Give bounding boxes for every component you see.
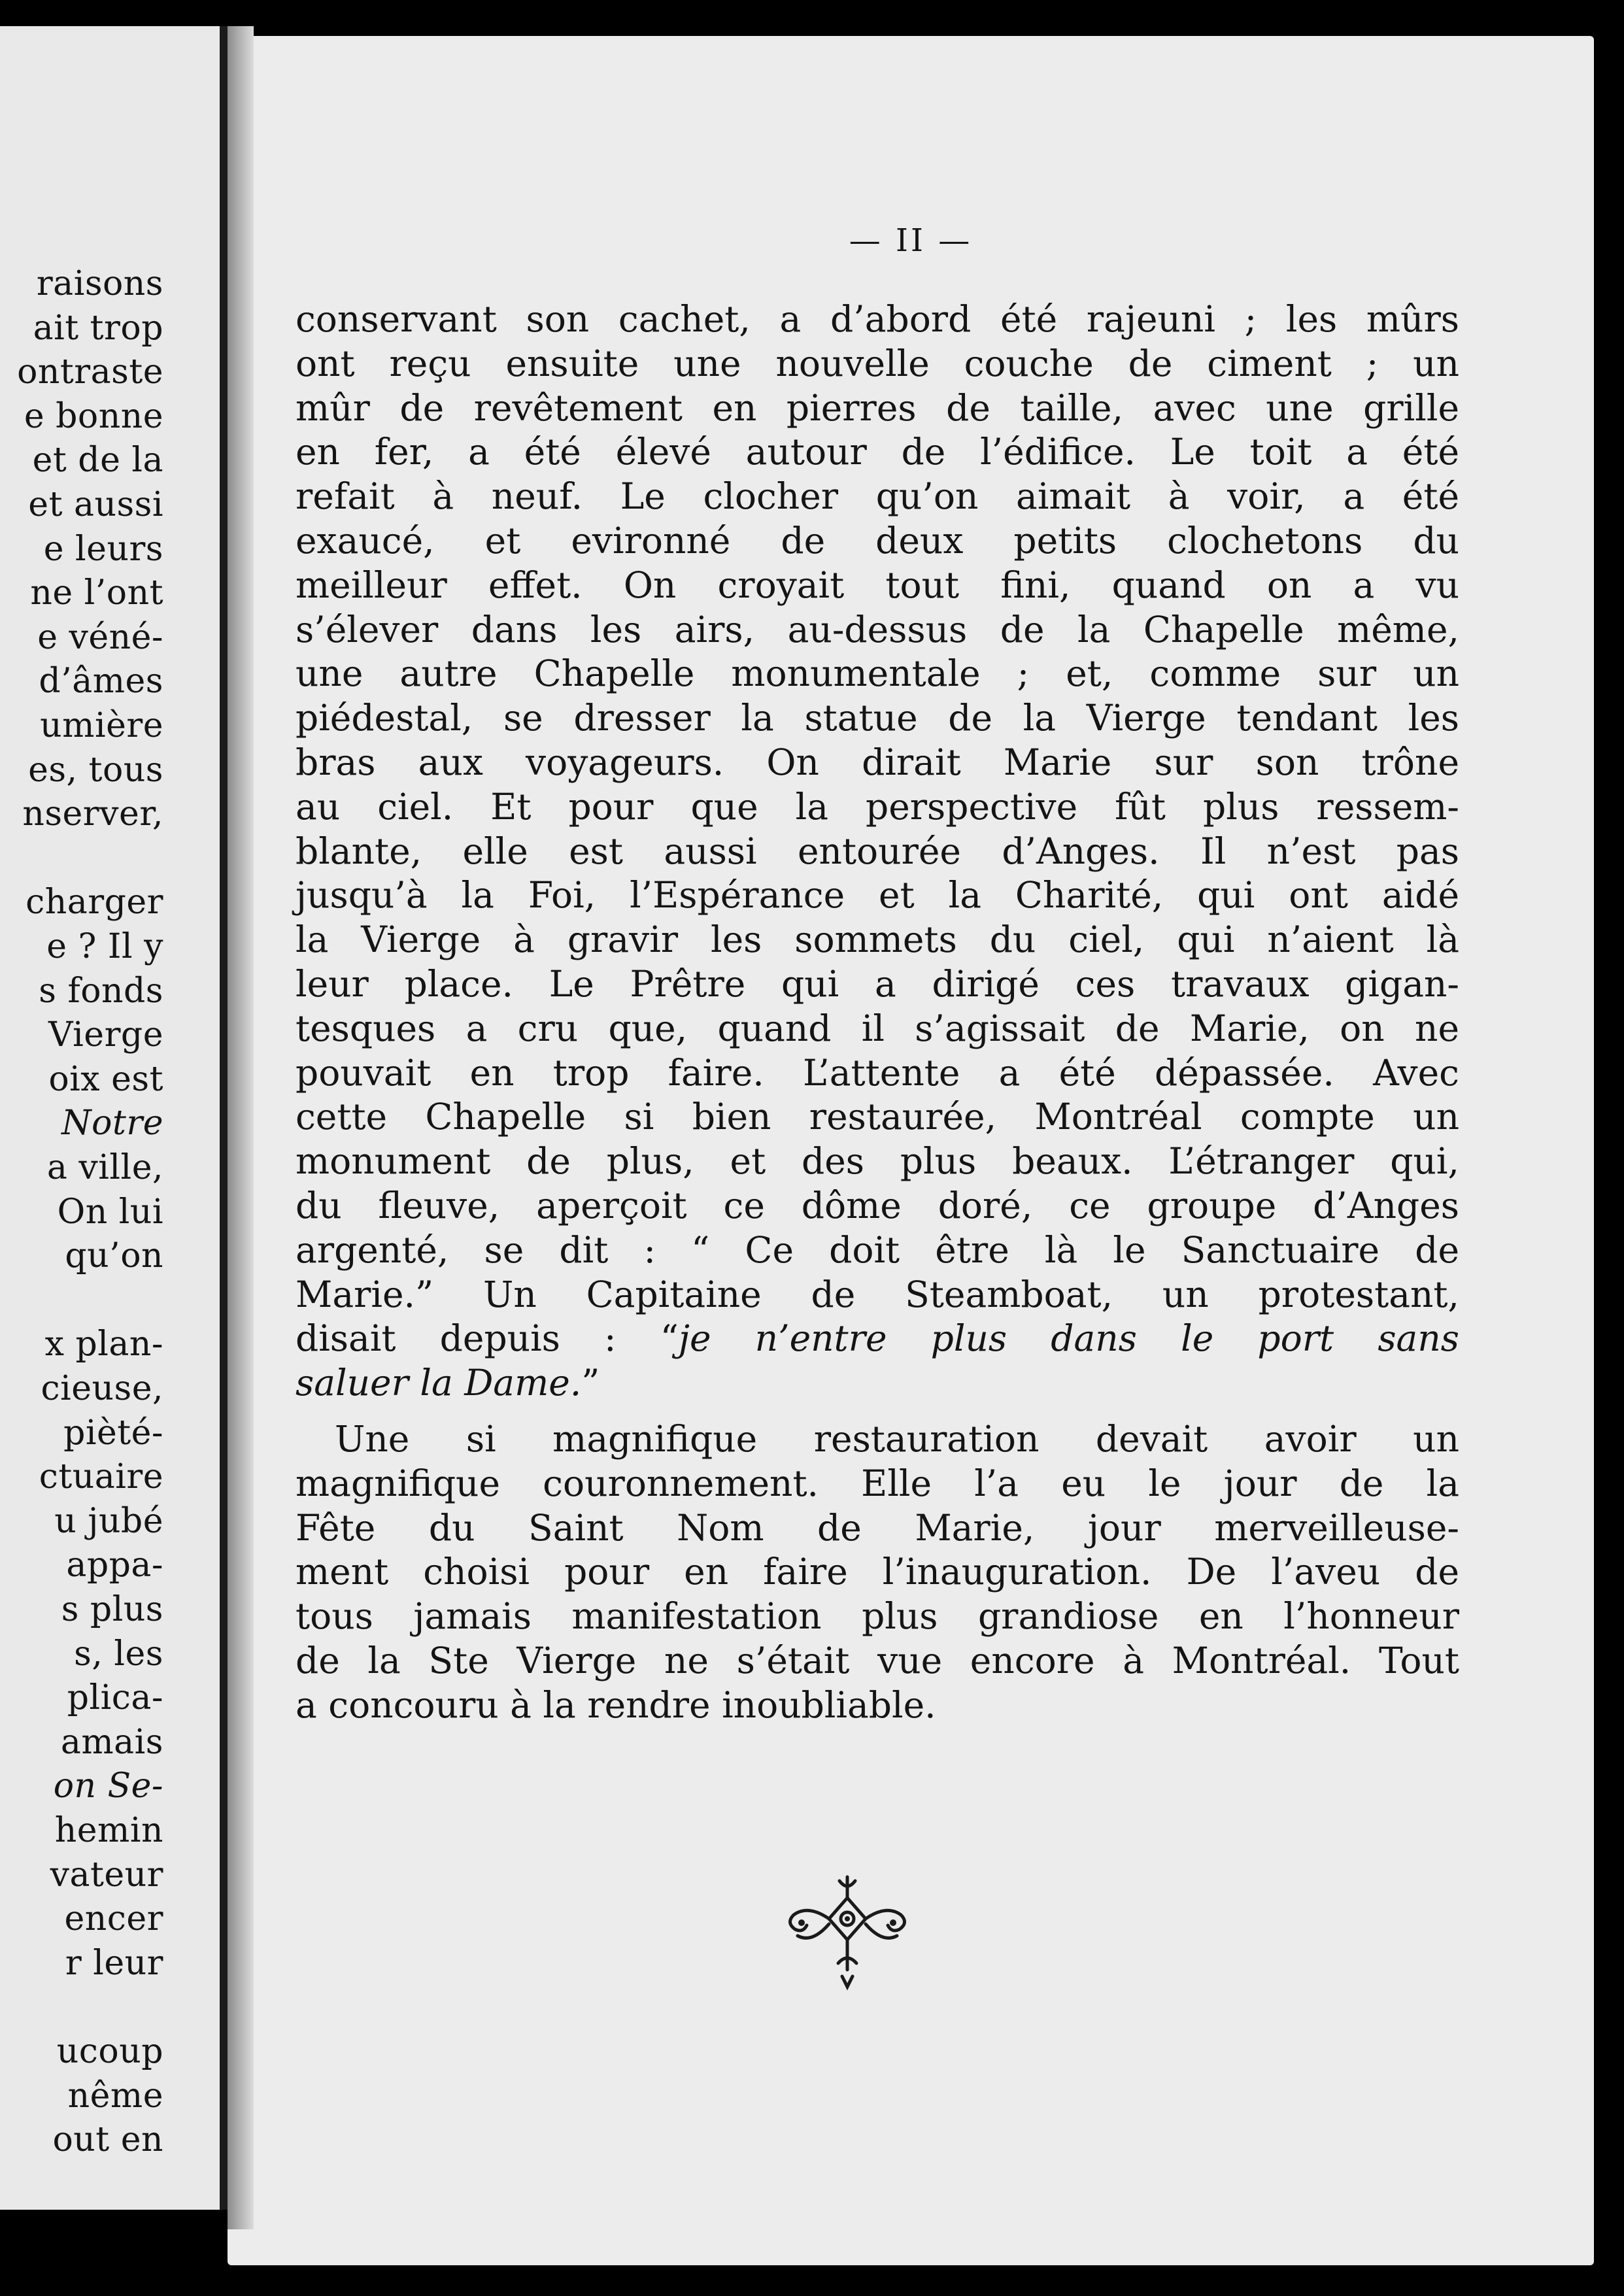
left-adjacent-page xyxy=(0,26,220,2210)
text-line: monument de plus, et des plus beaux. L’étranger qui, xyxy=(296,1140,1459,1183)
left-page-fragment: nserver, xyxy=(22,794,163,834)
left-page-fragment: hemin xyxy=(54,1811,163,1850)
left-page-fragment: x plan- xyxy=(44,1325,163,1364)
quote-italic-1: je n’entre plus dans le port sans xyxy=(678,1317,1459,1360)
quote-italic-2: saluer la Dame. xyxy=(296,1362,582,1404)
text-line: tesques a cru que, quand il s’agissait de Marie, on ne xyxy=(296,1007,1459,1049)
left-page-fragment: cieuse, xyxy=(41,1369,163,1408)
left-page-fragment: s plus xyxy=(61,1590,163,1629)
left-page-fragment: s, les xyxy=(74,1634,163,1674)
text-line: ont reçu ensuite une nouvelle couche de ciment ; un xyxy=(296,342,1459,384)
paragraph-2 xyxy=(296,1417,1459,1728)
text-line: la Vierge à gravir les sommets du ciel, qui n’aient là xyxy=(296,919,1459,961)
text-line: blante, elle est aussi entourée d’Anges. Il n’est pas xyxy=(296,830,1459,872)
text-line: s’élever dans les airs, au-dessus de la Chapelle même, xyxy=(296,608,1459,650)
body-text xyxy=(296,297,1459,1728)
left-page-fragment: u jubé xyxy=(54,1501,163,1541)
left-page-fragment: r leur xyxy=(65,1943,163,1983)
left-page-fragment: s fonds xyxy=(39,971,163,1011)
text-line: refait à neuf. Le clocher qu’on aimait à voir, a été xyxy=(296,475,1459,518)
text-line: exaucé, et evironné de deux petits clochetons du xyxy=(296,519,1459,562)
text-line: Marie.” Un Capitaine de Steamboat, un protestant, xyxy=(296,1273,1459,1315)
left-page-fragment: ctuaire xyxy=(39,1457,163,1497)
left-page-fragment: encer xyxy=(64,1899,163,1939)
quote-line-2 xyxy=(296,1361,1459,1406)
left-page-fragment: a ville, xyxy=(46,1148,163,1187)
left-page-fragment: d’âmes xyxy=(39,662,163,701)
left-page-fragment: e leurs xyxy=(43,529,163,569)
text-line: conservant son cachet, a d’abord été rajeuni ; les mûrs xyxy=(296,298,1459,340)
book-gutter xyxy=(220,26,228,2210)
left-page-fragment: ontraste xyxy=(17,352,163,392)
text-line: une autre Chapelle monumentale ; et, comme sur un xyxy=(296,652,1459,695)
left-page-fragment: nême xyxy=(67,2076,163,2116)
left-page-fragment: ait trop xyxy=(33,308,163,348)
quote-lead: disait depuis : “ xyxy=(296,1317,679,1360)
text-line: Fête du Saint Nom de Marie, jour merveilleuse- xyxy=(296,1506,1459,1549)
left-page-fragment: out en xyxy=(52,2120,163,2160)
text-line: magnifique couronnement. Elle l’a eu le jour de la xyxy=(296,1462,1459,1504)
left-page-fragment: appa- xyxy=(66,1545,163,1585)
text-line: mûr de revêtement en pierres de taille, avec une grille xyxy=(296,386,1459,429)
left-page-fragment: on Se- xyxy=(53,1766,163,1806)
text-line: bras aux voyageurs. On dirait Marie sur son trône xyxy=(296,741,1459,783)
left-page-fragment: raisons xyxy=(36,264,163,303)
book-page xyxy=(228,36,1594,2265)
left-page-fragment: oix est xyxy=(48,1059,163,1099)
text-line: argenté, se dit : “ Ce doit être là le Sanctuaire de xyxy=(296,1228,1459,1271)
quote-line-1 xyxy=(296,1317,1459,1361)
page-number: — II — xyxy=(849,222,973,259)
text-line: au ciel. Et pour que la perspective fût plus ressem- xyxy=(296,785,1459,828)
text-line: ment choisi pour en faire l’inauguration. De l’aveu de xyxy=(296,1551,1459,1593)
left-page-fragment: e bonne xyxy=(24,396,163,436)
text-line: de la Ste Vierge ne s’était vue encore à Montréal. Tout xyxy=(296,1639,1459,1681)
left-page-fragment: On lui xyxy=(57,1192,163,1232)
text-line: piédestal, se dresser la statue de la Vierge tendant les xyxy=(296,697,1459,739)
left-page-fragment: es, tous xyxy=(28,750,163,790)
gutter-shadow xyxy=(228,26,254,2229)
left-page-fragment: charger xyxy=(25,883,163,922)
fleuron-ornament-icon xyxy=(782,1872,913,1996)
left-page-fragment: umière xyxy=(40,706,163,745)
left-page-fragment: vateur xyxy=(50,1855,163,1895)
left-page-fragment: pièté- xyxy=(63,1413,163,1453)
text-line: pouvait en trop faire. L’attente a été dépassée. Avec xyxy=(296,1051,1459,1094)
left-page-fragment: ucoup xyxy=(56,2032,163,2071)
paragraph-1 xyxy=(296,297,1459,1317)
left-page-fragment: et de la xyxy=(32,441,163,481)
left-page-fragment: et aussi xyxy=(28,485,163,524)
text-line: Une si magnifique restauration devait avoir un xyxy=(335,1417,1459,1460)
left-page-fragment: amais xyxy=(60,1722,163,1762)
text-line: du fleuve, aperçoit ce dôme doré, ce groupe d’Anges xyxy=(296,1184,1459,1226)
text-line: a concouru à la rendre inoubliable. xyxy=(296,1683,936,1726)
text-line: en fer, a été élevé autour de l’édifice. Le toit a été xyxy=(296,431,1459,473)
text-line: meilleur effet. On croyait tout fini, quand on a vu xyxy=(296,564,1459,606)
text-line: cette Chapelle si bien restaurée, Montréal compte un xyxy=(296,1096,1459,1138)
left-page-fragment: plica- xyxy=(67,1678,163,1718)
left-page-fragment: e véné- xyxy=(37,617,163,657)
text-line: leur place. Le Prêtre qui a dirigé ces travaux gigan- xyxy=(296,962,1459,1005)
quote-close: ” xyxy=(581,1362,600,1404)
left-page-fragment: Notre xyxy=(61,1104,163,1143)
text-line: tous jamais manifestation plus grandiose en l’honneur xyxy=(296,1595,1459,1638)
left-page-fragment: qu’on xyxy=(65,1236,163,1276)
left-page-fragment: Vierge xyxy=(48,1015,163,1055)
text-line: jusqu’à la Foi, l’Espérance et la Charité, qui ont aidé xyxy=(296,874,1459,917)
left-page-fragment: ne l’ont xyxy=(30,573,163,613)
left-page-fragment: e ? Il y xyxy=(46,927,163,966)
